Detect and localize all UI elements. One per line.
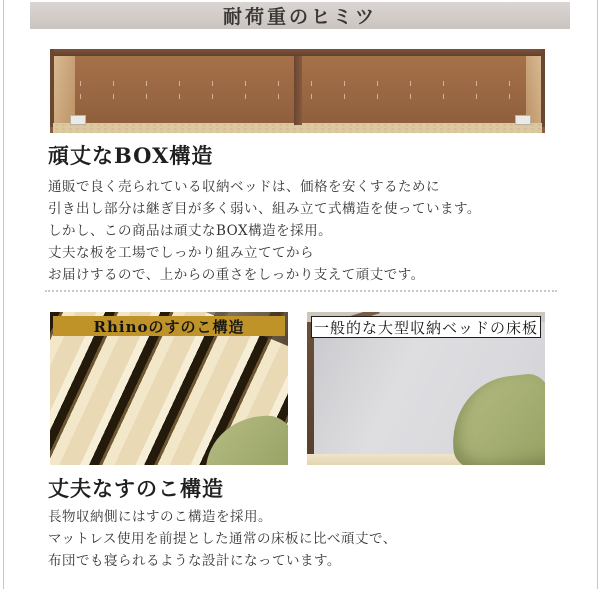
rhino-slat-photo — [50, 312, 288, 465]
metal-bracket — [515, 115, 531, 125]
page-title: 耐荷重のヒミツ — [222, 6, 377, 28]
paragraph-line: 丈夫な板を工場でしっかり組み立ててから — [48, 245, 314, 261]
slat-structure-heading: 丈夫なすのこ構造 — [48, 476, 224, 501]
box-left-side-panel — [53, 56, 75, 124]
box-structure-photo — [50, 49, 545, 133]
paragraph-line: 通販で良く売られている収納ベッドは、価格を安くするために — [48, 179, 440, 195]
box-center-divider — [294, 56, 302, 125]
paragraph-line: マットレス使用を前提とした通常の床板に比べ頑丈で、 — [48, 531, 397, 547]
paragraph-line: お届けするので、上からの重さをしっかり支えて頑丈です。 — [48, 267, 425, 283]
metal-bracket — [70, 115, 86, 125]
box-structure-heading: 頑丈なBOX構造 — [48, 143, 214, 168]
dotted-divider — [45, 290, 557, 292]
paragraph-line: 長物収納側にはすのこ構造を採用。 — [48, 509, 272, 525]
box-structure-paragraph — [48, 176, 481, 286]
paragraph-line: 布団でも寝られるような設計になっています。 — [48, 553, 341, 569]
rhino-slat-label: Rhinoのすのこ構造 — [53, 316, 285, 336]
paragraph-line: しかし、この商品は頑丈なBOX構造を採用。 — [48, 223, 333, 239]
box-right-side-panel — [526, 56, 542, 124]
slat-structure-paragraph — [48, 506, 397, 572]
box-top-rail — [50, 49, 545, 56]
paragraph-line: 引き出し部分は継ぎ目が多く弱い、組み立て式構造を使っています。 — [48, 201, 481, 217]
section-title-bar — [30, 2, 570, 29]
box-left-frame-edge — [50, 49, 54, 127]
box-right-frame-edge — [541, 49, 545, 127]
bed-frame-rail — [307, 322, 314, 465]
generic-floorboard-label: 一般的な大型収納ベッドの床板 — [311, 316, 541, 338]
generic-floorboard-photo — [307, 312, 545, 465]
